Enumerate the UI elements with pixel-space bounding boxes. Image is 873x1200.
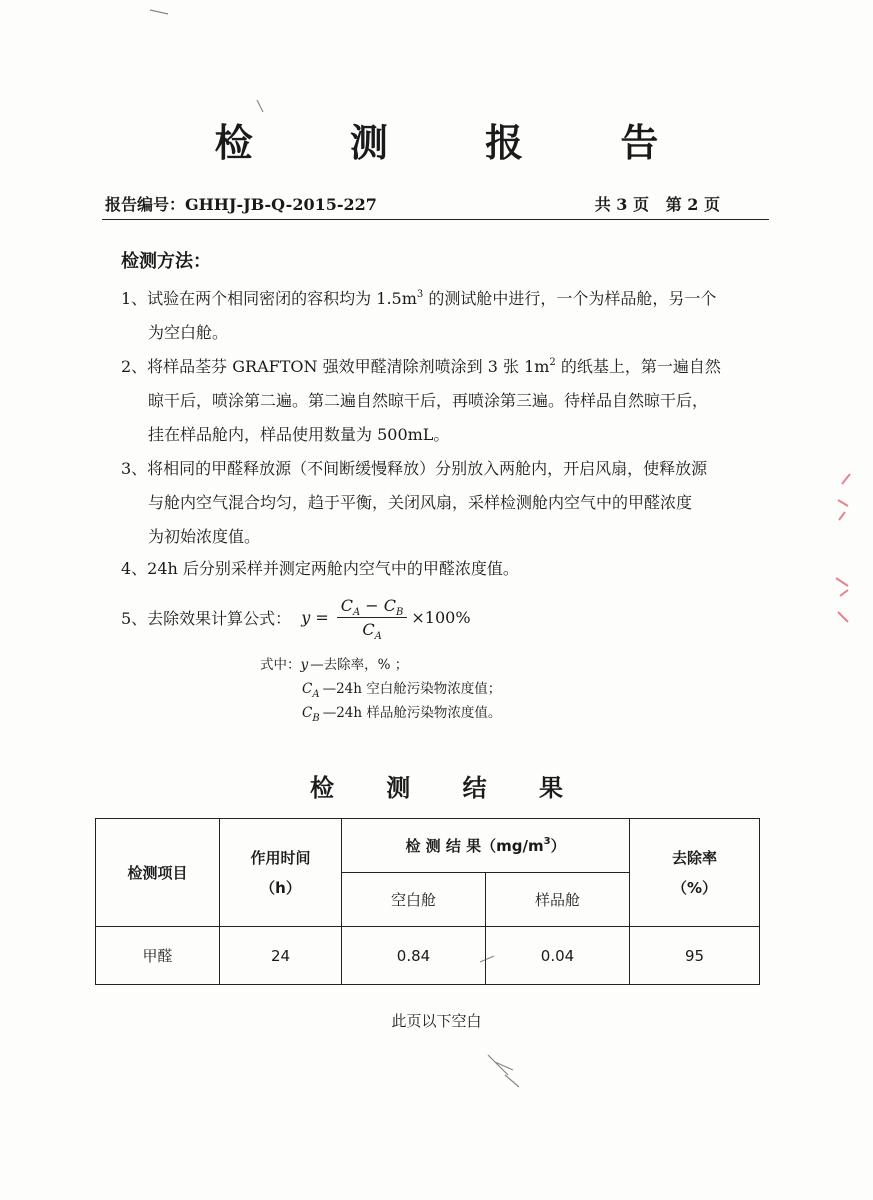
legend-cb-desc: —24h 样品舱污染物浓度值。 [322, 705, 502, 721]
page-count: 共 3 页 第 2 页 [594, 195, 720, 214]
legend-cb-var: C [302, 705, 313, 721]
legend-y-var: y [300, 657, 309, 673]
legend-cb-sub: B [312, 712, 320, 724]
formula-row [121, 592, 471, 642]
method-3-cont-2: 为初始浓度值。 [148, 527, 261, 546]
legend-ca-desc: —24h 空白舱污染物浓度值； [322, 681, 502, 697]
header-blank: 空白舱 [342, 873, 486, 927]
formula-minus: − [360, 595, 384, 615]
cell-time: 24 [220, 927, 342, 985]
cell-item: 甲醛 [96, 927, 220, 985]
legend-ca-var: C [302, 681, 313, 697]
legend-ca [302, 677, 501, 701]
header-sample: 样品舱 [486, 873, 630, 927]
formula-y: y = [301, 607, 329, 627]
header-result [342, 819, 630, 873]
formula-tail: ×100% [411, 607, 471, 627]
legend-y [260, 653, 408, 677]
cell-blank: 0.84 [342, 927, 486, 985]
formula-denominator [362, 618, 382, 642]
footer-note: 此页以下空白 [391, 1012, 482, 1030]
legend-ca-sub: A [312, 688, 320, 700]
formula-fraction [337, 595, 408, 642]
method-4-text: 4、24h 后分别采样并测定两舱内空气中的甲醛浓度值。 [121, 559, 519, 578]
method-item-2 [121, 350, 761, 452]
method-item-3 [121, 452, 761, 554]
method-3-text: 3、将相同的甲醛释放源（不间断缓慢释放）分别放入两舱内，开启风扇，使释放源 [121, 459, 708, 478]
formula-label: 5、去除效果计算公式： [121, 608, 292, 628]
method-2-text-b: 的纸基上，第一遍自然 [555, 357, 721, 376]
formula-cb-sub: B [396, 606, 404, 618]
header-divider [102, 219, 769, 220]
method-1-text-a: 1、试验在两个相同密闭的容积均为 1.5m [121, 289, 417, 308]
results-title: 检 测 结 果 [309, 773, 586, 802]
formula-numerator [337, 596, 408, 618]
page-title: 检 测 报 告 [214, 120, 701, 165]
method-1-cont: 为空白舱。 [148, 323, 229, 342]
method-3-cont-1: 与舱内空气混合均匀，趋于平衡，关闭风扇，采样检测舱内空气中的甲醛浓度 [148, 493, 693, 512]
header-result-sup: 3 [543, 836, 551, 847]
method-1-text-b: 的测试舱中进行，一个为样品舱，另一个 [423, 289, 717, 308]
header-result-text: 检 测 结 果（mg/m [405, 837, 544, 855]
legend-cb [302, 701, 501, 725]
header-result-close: ） [550, 837, 566, 855]
formula-den-sub: A [374, 630, 382, 642]
formula-cb: C [383, 595, 397, 615]
method-2-cont-2: 挂在样品舱内，样品使用数量为 500mL。 [148, 425, 450, 444]
formula-legend [260, 653, 408, 677]
legend-y-desc: —去除率，% ； [310, 657, 409, 673]
formula-ca: C [340, 595, 353, 615]
report-number [105, 192, 377, 215]
header-rate [630, 819, 760, 927]
formula-ca-sub: A [352, 606, 361, 618]
header-time-1: 作用时间 [250, 848, 311, 867]
method-item-1 [121, 282, 761, 350]
seal-fragment [836, 474, 850, 622]
results-table [95, 818, 760, 985]
report-header [105, 192, 720, 215]
header-time-2: （h） [260, 878, 301, 897]
header-rate-1: 去除率 [672, 848, 718, 867]
cell-sample: 0.04 [486, 927, 630, 985]
header-rate-2: （%） [672, 878, 718, 897]
method-1-sup: 3 [416, 289, 424, 300]
method-2-cont-1: 晾干后，喷涂第二遍。第二遍自然晾干后，再喷涂第三遍。待样品自然晾干后， [148, 391, 709, 410]
report-number-label: 报告编号： [105, 195, 186, 214]
table-row [96, 927, 760, 985]
header-time [220, 819, 342, 927]
method-2-sup: 2 [549, 357, 556, 368]
section-heading-methods: 检测方法： [121, 251, 211, 272]
legend-prefix: 式中： [260, 657, 301, 673]
cell-rate: 95 [630, 927, 760, 985]
header-item: 检测项目 [96, 819, 220, 927]
method-item-4 [121, 552, 761, 586]
formula-den-c: C [362, 619, 375, 639]
report-number-value: GHHJ-JB-Q-2015-227 [185, 195, 377, 214]
method-2-text-a: 2、将样品荃芬 GRAFTON 强效甲醛清除剂喷涂到 3 张 1m [121, 357, 550, 376]
